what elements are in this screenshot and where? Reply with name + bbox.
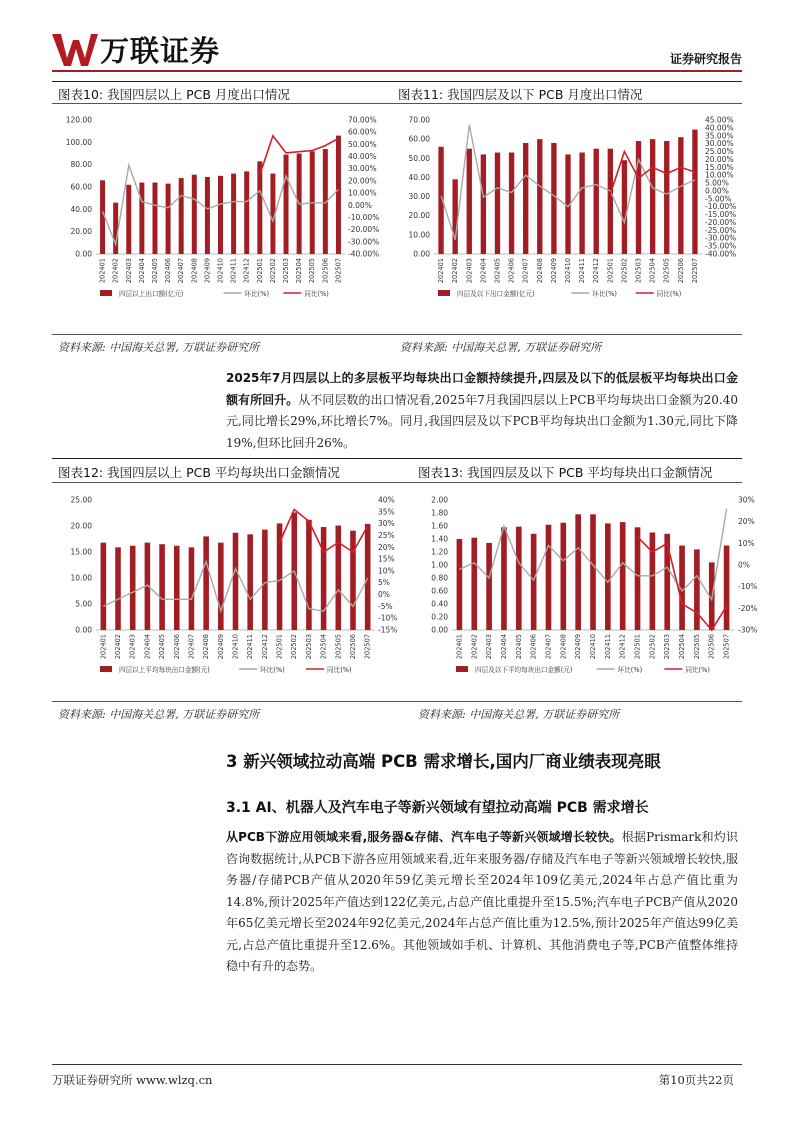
bar-202407 <box>523 143 528 254</box>
legend-label: 环比(%) <box>592 290 617 298</box>
bar-202506 <box>678 137 683 254</box>
y-axis-tick-label: 100.00 <box>65 137 92 147</box>
bar-202408 <box>537 139 542 254</box>
figure-top-rule <box>52 81 742 82</box>
bar-202501 <box>608 149 613 254</box>
x-axis-category-label: 202401 <box>455 634 464 660</box>
bar-202505 <box>664 141 669 254</box>
x-axis-category-label: 202405 <box>493 258 502 284</box>
y-axis-tick-label: 40.00 <box>70 204 92 214</box>
bar-202410 <box>590 514 596 630</box>
bar-202412 <box>620 522 626 630</box>
legend-label: 环比(%) <box>617 666 643 674</box>
figure-title-rule <box>52 103 742 104</box>
x-axis-category-label: 202504 <box>648 258 657 284</box>
legend-swatch-bar <box>438 290 450 296</box>
y2-axis-tick-label: 5.00% <box>705 178 729 188</box>
bar-202412 <box>262 530 268 630</box>
bar-202405 <box>152 183 157 254</box>
y-axis-tick-label: 1.80 <box>431 508 448 518</box>
bar-202501 <box>257 161 262 254</box>
chart-figure-11 <box>392 106 742 311</box>
y-axis-tick-label: 60.00 <box>408 134 430 144</box>
x-axis-category-label: 202408 <box>202 634 211 660</box>
y-axis-tick-label: 0.00 <box>431 625 448 635</box>
chart-figure-12 <box>52 486 407 686</box>
bar-202402 <box>452 179 457 254</box>
figure-bottom-rule <box>52 701 742 702</box>
bar-202409 <box>205 177 210 254</box>
bar-202408 <box>203 536 209 630</box>
y2-axis-tick-label: 0.00% <box>705 186 729 196</box>
bar-202410 <box>218 176 223 254</box>
x-axis-category-label: 202507 <box>363 634 372 660</box>
paragraph-downstream-body: 根据Prismark和灼识咨询数据统计,从PCB下游各应用领域来看,近年来服务器/存储及汽车电子等新兴领域增长较快,服务器/存储PCB产值从2020年59亿美元增长至2024年109亿美元,2024年占总产值比重为14.8%,预计2025年产值达到122亿美元,占总产值比重提升至15.5%;汽车电子PCB产值从2020年65亿美元增长至2024年92亿美元,2024年占总产值比重为12.5%,预计2025年产值达99亿美元,占总产值比重提升至12.6%。其他领域如手机、计算机、其他消费电子等,PCB产值整体维持稳中有升的态势。 <box>226 830 738 973</box>
y2-axis-tick-label: 50.00% <box>348 139 377 149</box>
paragraph-downstream-lead: 从PCB下游应用领域来看,服务器&存储、汽车电子等新兴领域增长较快。 <box>226 830 622 844</box>
bar-202411 <box>605 523 611 630</box>
figure-top-rule <box>52 458 742 459</box>
y-axis-tick-label: 120.00 <box>65 115 92 125</box>
x-axis-category-label: 202501 <box>255 258 264 284</box>
legend-label: 环比(%) <box>260 666 285 674</box>
y2-axis-tick-label: 0.00% <box>348 200 372 210</box>
header-rule <box>52 70 742 72</box>
y2-axis-tick-label: -20.00% <box>348 225 380 235</box>
x-axis-category-label: 202404 <box>499 634 508 660</box>
x-axis-category-label: 202402 <box>114 634 123 660</box>
x-axis-category-label: 202504 <box>295 258 304 284</box>
x-axis-category-label: 202407 <box>521 258 530 284</box>
bar-202403 <box>130 546 136 630</box>
x-axis-category-label: 202405 <box>158 634 167 660</box>
y-axis-tick-label: 2.00 <box>431 495 448 505</box>
y2-axis-tick-label: 20% <box>738 517 755 527</box>
bar-202406 <box>174 546 180 630</box>
y-axis-tick-label: 20.00 <box>70 521 92 531</box>
y2-axis-tick-label: 25% <box>378 530 395 540</box>
bar-202407 <box>179 178 184 254</box>
paragraph-downstream <box>226 827 738 978</box>
x-axis-category-label: 202410 <box>589 634 597 660</box>
bar-202401 <box>101 543 107 630</box>
bar-202507 <box>692 130 697 254</box>
y-axis-tick-label: 0.00 <box>75 249 92 259</box>
figure-13-title: 图表13: 我国四层及以下 PCB 平均每块出口金额情况 <box>418 465 713 480</box>
legend-label: 四层及以下平均每块出口金额(元) <box>475 666 573 674</box>
y2-axis-tick-label: -20% <box>738 603 758 613</box>
x-axis-category-label: 202408 <box>190 258 199 284</box>
bar-202404 <box>139 183 144 254</box>
y2-axis-tick-label: 15.00% <box>705 162 734 172</box>
legend-label: 同比(%) <box>685 666 710 674</box>
bar-202403 <box>126 185 131 254</box>
x-axis-category-label: 202501 <box>275 634 284 660</box>
x-axis-category-label: 202503 <box>663 634 672 660</box>
x-axis-category-label: 202402 <box>111 258 120 284</box>
paragraph-export-value-lead: 2025年7月四层以上的多层板平均每块出口金额持续提升,四层及以下的低层板平均每块出口金额有所回升。 <box>226 371 738 407</box>
bar-202409 <box>218 543 224 630</box>
bar-202412 <box>594 149 599 254</box>
y2-axis-tick-label: -10.00% <box>705 202 737 212</box>
x-axis-category-label: 202407 <box>187 634 196 660</box>
y2-axis-tick-label: -30.00% <box>348 237 380 247</box>
y-axis-tick-label: 0.60 <box>431 586 448 596</box>
y-axis-tick-label: 1.00 <box>431 560 448 570</box>
y2-axis-tick-label: 25.00% <box>705 147 734 157</box>
bar-202408 <box>560 523 566 630</box>
y-axis-tick-label: 70.00 <box>408 115 430 125</box>
bar-202504 <box>650 139 655 254</box>
bar-202507 <box>336 136 341 254</box>
x-axis-category-label: 202502 <box>268 258 277 284</box>
y2-axis-tick-label: 10% <box>378 566 395 576</box>
y-axis-tick-label: 20.00 <box>408 211 430 221</box>
y2-axis-tick-label: -30% <box>738 625 758 635</box>
y-axis-tick-label: 10.00 <box>70 573 92 583</box>
x-axis-category-label: 202403 <box>465 258 474 284</box>
legend-label: 同比(%) <box>327 666 352 674</box>
x-axis-category-label: 202411 <box>229 258 238 284</box>
bar-202403 <box>467 149 472 254</box>
x-axis-category-label: 202402 <box>470 634 479 660</box>
figure-11-title: 图表11: 我国四层及以下 PCB 月度出口情况 <box>398 87 643 102</box>
bar-202409 <box>551 143 556 254</box>
x-axis-category-label: 202403 <box>124 258 133 284</box>
x-axis-category-label: 202401 <box>98 258 107 284</box>
section-3-1-heading: 3.1 AI、机器人及汽车电子等新兴领域有望拉动高端 PCB 需求增长 <box>226 800 649 816</box>
x-axis-category-label: 202412 <box>618 634 627 660</box>
y2-axis-tick-label: -10% <box>378 613 398 623</box>
paragraph-export-value <box>226 368 738 454</box>
bar-202404 <box>501 527 507 630</box>
y2-axis-tick-label: 10.00% <box>705 170 734 180</box>
y2-axis-tick-label: 10.00% <box>348 188 377 198</box>
bar-202407 <box>546 525 552 630</box>
y-axis-tick-label: 60.00 <box>70 182 92 192</box>
bar-202402 <box>471 538 477 630</box>
bar-202505 <box>335 525 341 630</box>
x-axis-category-label: 202401 <box>437 258 446 284</box>
section-3-heading: 3 新兴领域拉动高端 PCB 需求增长,国内厂商业绩表现亮眼 <box>226 752 661 771</box>
x-axis-category-label: 202506 <box>348 634 357 660</box>
figure-12-source: 资料来源: 中国海关总署, 万联证券研究所 <box>58 708 260 721</box>
x-axis-category-label: 202505 <box>334 634 343 660</box>
y2-axis-tick-label: 0% <box>738 560 750 570</box>
y2-axis-tick-label: 35.00% <box>705 131 734 141</box>
bar-202411 <box>247 534 253 630</box>
y-axis-tick-label: 20.00 <box>70 227 92 237</box>
bar-202404 <box>481 154 486 254</box>
x-axis-category-label: 202505 <box>308 258 317 284</box>
y2-axis-tick-label: 10% <box>738 538 755 548</box>
x-axis-category-label: 202410 <box>231 634 240 660</box>
x-axis-category-label: 202501 <box>633 634 642 660</box>
x-axis-category-label: 202409 <box>203 258 212 284</box>
y-axis-tick-label: 30.00 <box>408 192 430 202</box>
document-type: 证券研究报告 <box>669 52 742 66</box>
y2-axis-tick-label: 70.00% <box>348 115 377 125</box>
x-axis-category-label: 202407 <box>177 258 186 284</box>
figure-11-source: 资料来源: 中国海关总署, 万联证券研究所 <box>400 341 602 354</box>
x-axis-category-label: 202402 <box>451 258 460 284</box>
company-logo-icon <box>52 32 98 68</box>
legend-label: 同比(%) <box>656 290 682 298</box>
x-axis-category-label: 202407 <box>544 634 553 660</box>
bar-202408 <box>192 175 197 254</box>
bar-202407 <box>189 547 195 630</box>
x-axis-category-label: 202503 <box>282 258 291 284</box>
bar-202406 <box>531 534 537 630</box>
legend-label: 四层以上平均每块出口金额(元) <box>119 666 210 674</box>
x-axis-category-label: 202412 <box>260 634 269 660</box>
x-axis-category-label: 202412 <box>592 258 601 284</box>
x-axis-category-label: 202410 <box>564 258 572 284</box>
y2-axis-tick-label: 40% <box>378 495 395 505</box>
x-axis-category-label: 202507 <box>334 258 343 284</box>
footer-website[interactable]: 万联证券研究所 www.wlzq.cn <box>52 1073 213 1087</box>
legend-label: 四层及以下出口金额(亿元) <box>457 290 535 298</box>
y-axis-tick-label: 80.00 <box>70 160 92 170</box>
y2-axis-tick-label: -15% <box>378 625 398 635</box>
x-axis-category-label: 202406 <box>507 258 516 284</box>
y2-axis-tick-label: -5.00% <box>705 194 732 204</box>
legend-swatch-bar <box>100 666 112 672</box>
bar-202403 <box>486 543 492 630</box>
x-axis-category-label: 202502 <box>290 634 299 660</box>
x-axis-category-label: 202404 <box>143 634 152 660</box>
y-axis-tick-label: 25.00 <box>70 495 92 505</box>
bar-202402 <box>113 203 118 254</box>
y2-axis-tick-label: 30.00% <box>348 164 377 174</box>
x-axis-category-label: 202405 <box>150 258 159 284</box>
y-axis-tick-label: 50.00 <box>408 153 430 163</box>
bar-202412 <box>244 171 249 254</box>
y-axis-tick-label: 0.00 <box>413 249 430 259</box>
bar-202405 <box>516 527 522 630</box>
y2-axis-tick-label: -25.00% <box>705 225 737 235</box>
paragraph-export-value-body: 从不同层数的出口情况看,2025年7月我国四层以上PCB平均每块出口金额为20.40元,同比增长29%,环比增长7%。同月,我国四层及以下PCB平均每块出口金额为1.30元,同比下降19%,但环比回升26%。 <box>226 392 738 450</box>
y2-axis-tick-label: -20.00% <box>705 217 737 227</box>
bar-202405 <box>495 153 500 254</box>
y2-axis-tick-label: 40.00% <box>348 152 377 162</box>
bar-202505 <box>694 549 700 630</box>
y2-axis-tick-label: -10% <box>738 582 758 592</box>
figure-13-source: 资料来源: 中国海关总署, 万联证券研究所 <box>418 708 620 721</box>
x-axis-category-label: 202502 <box>620 258 629 284</box>
x-axis-category-label: 202505 <box>692 634 701 660</box>
x-axis-category-label: 202503 <box>304 634 313 660</box>
y-axis-tick-label: 5.00 <box>75 599 92 609</box>
x-axis-category-label: 202506 <box>321 258 330 284</box>
chart-figure-10 <box>52 106 387 311</box>
y2-axis-tick-label: 20% <box>378 542 395 552</box>
bar-202402 <box>115 547 121 630</box>
bar-202506 <box>350 531 356 630</box>
legend-swatch-bar <box>100 290 112 296</box>
y2-axis-tick-label: 60.00% <box>348 127 377 137</box>
x-axis-category-label: 202411 <box>578 258 587 284</box>
x-axis-category-label: 202409 <box>574 634 583 660</box>
bar-202503 <box>284 155 289 254</box>
figure-10-title: 图表10: 我国四层以上 PCB 月度出口情况 <box>58 87 290 102</box>
bar-202409 <box>575 514 581 630</box>
bar-202501 <box>635 527 641 630</box>
y2-axis-tick-label: 40.00% <box>705 123 734 133</box>
x-axis-category-label: 202406 <box>164 258 173 284</box>
legend-swatch-bar <box>456 666 468 672</box>
bar-202406 <box>509 153 514 254</box>
bar-202411 <box>231 174 236 254</box>
bar-202405 <box>159 544 165 630</box>
y-axis-tick-label: 1.20 <box>431 547 448 557</box>
figure-10-source: 资料来源: 中国海关总署, 万联证券研究所 <box>58 341 260 354</box>
bar-202507 <box>724 546 730 631</box>
y-axis-tick-label: 15.00 <box>70 547 92 557</box>
y2-axis-tick-label: -40.00% <box>705 249 737 259</box>
bar-202502 <box>622 160 627 254</box>
y2-axis-tick-label: -10.00% <box>348 212 380 222</box>
x-axis-category-label: 202403 <box>128 634 137 660</box>
x-axis-category-label: 202505 <box>662 258 671 284</box>
bar-202503 <box>306 520 312 630</box>
y2-axis-tick-label: 20.00% <box>705 154 734 164</box>
bar-202502 <box>650 533 656 631</box>
y2-axis-tick-label: 45.00% <box>705 115 734 125</box>
y-axis-tick-label: 0.00 <box>75 625 92 635</box>
y2-axis-tick-label: 5% <box>378 578 390 588</box>
legend-label: 环比(%) <box>244 290 270 298</box>
bar-202410 <box>233 533 239 630</box>
y2-axis-tick-label: 15% <box>378 554 395 564</box>
company-logo-text: 万联证券 <box>100 34 221 68</box>
legend-label: 四层以上出口额(亿元) <box>119 290 184 298</box>
page-number: 第10页共22页 <box>658 1073 734 1087</box>
figure-bottom-rule <box>52 334 742 335</box>
x-axis-category-label: 202411 <box>246 634 255 660</box>
x-axis-category-label: 202401 <box>99 634 108 660</box>
y2-axis-tick-label: -15.00% <box>705 210 737 220</box>
y2-axis-tick-label: 35% <box>378 507 395 517</box>
x-axis-category-label: 202408 <box>535 258 544 284</box>
y-axis-tick-label: 0.40 <box>431 599 448 609</box>
y2-axis-tick-label: 0% <box>378 590 390 600</box>
x-axis-category-label: 202411 <box>603 634 612 660</box>
x-axis-category-label: 202409 <box>549 258 558 284</box>
y-axis-tick-label: 1.60 <box>431 521 448 531</box>
x-axis-category-label: 202409 <box>216 634 225 660</box>
x-axis-category-label: 202405 <box>514 634 523 660</box>
bar-202401 <box>457 539 463 630</box>
y2-axis-tick-label: -30.00% <box>705 233 737 243</box>
x-axis-category-label: 202404 <box>137 258 146 284</box>
y2-axis-tick-label: 30.00% <box>705 139 734 149</box>
x-axis-category-label: 202502 <box>648 634 657 660</box>
bar-202411 <box>579 153 584 254</box>
x-axis-category-label: 202507 <box>690 258 699 284</box>
x-axis-category-label: 202403 <box>485 634 494 660</box>
footer-rule <box>52 1064 742 1065</box>
x-axis-category-label: 202504 <box>319 634 328 660</box>
x-axis-category-label: 202404 <box>479 258 488 284</box>
y2-axis-tick-label: -40.00% <box>348 249 380 259</box>
x-axis-category-label: 202412 <box>242 258 251 284</box>
y-axis-tick-label: 10.00 <box>408 230 430 240</box>
y2-axis-tick-label: -5% <box>378 601 393 611</box>
legend-label: 同比(%) <box>304 290 329 298</box>
y-axis-tick-label: 0.20 <box>431 612 448 622</box>
y-axis-tick-label: 0.80 <box>431 573 448 583</box>
chart-figure-13 <box>412 486 758 686</box>
y2-axis-tick-label: 30% <box>738 495 755 505</box>
figure-12-title: 图表12: 我国四层以上 PCB 平均每块出口金额情况 <box>58 465 340 480</box>
bar-202406 <box>166 184 171 254</box>
x-axis-category-label: 202503 <box>634 258 643 284</box>
x-axis-category-label: 202504 <box>678 634 687 660</box>
y2-axis-tick-label: 20.00% <box>348 176 377 186</box>
y-axis-tick-label: 40.00 <box>408 172 430 182</box>
x-axis-category-label: 202506 <box>707 634 716 660</box>
x-axis-category-label: 202406 <box>529 634 538 660</box>
x-axis-category-label: 202506 <box>676 258 685 284</box>
figure-title-rule <box>52 482 742 483</box>
x-axis-category-label: 202408 <box>559 634 568 660</box>
x-axis-category-label: 202406 <box>172 634 181 660</box>
x-axis-category-label: 202507 <box>722 634 731 660</box>
bar-202504 <box>321 527 327 630</box>
x-axis-category-label: 202410 <box>216 258 225 284</box>
y2-axis-tick-label: 30% <box>378 519 395 529</box>
x-axis-category-label: 202501 <box>606 258 615 284</box>
y-axis-tick-label: 1.40 <box>431 534 448 544</box>
bar-202507 <box>365 524 371 630</box>
y2-axis-tick-label: -35.00% <box>705 241 737 251</box>
